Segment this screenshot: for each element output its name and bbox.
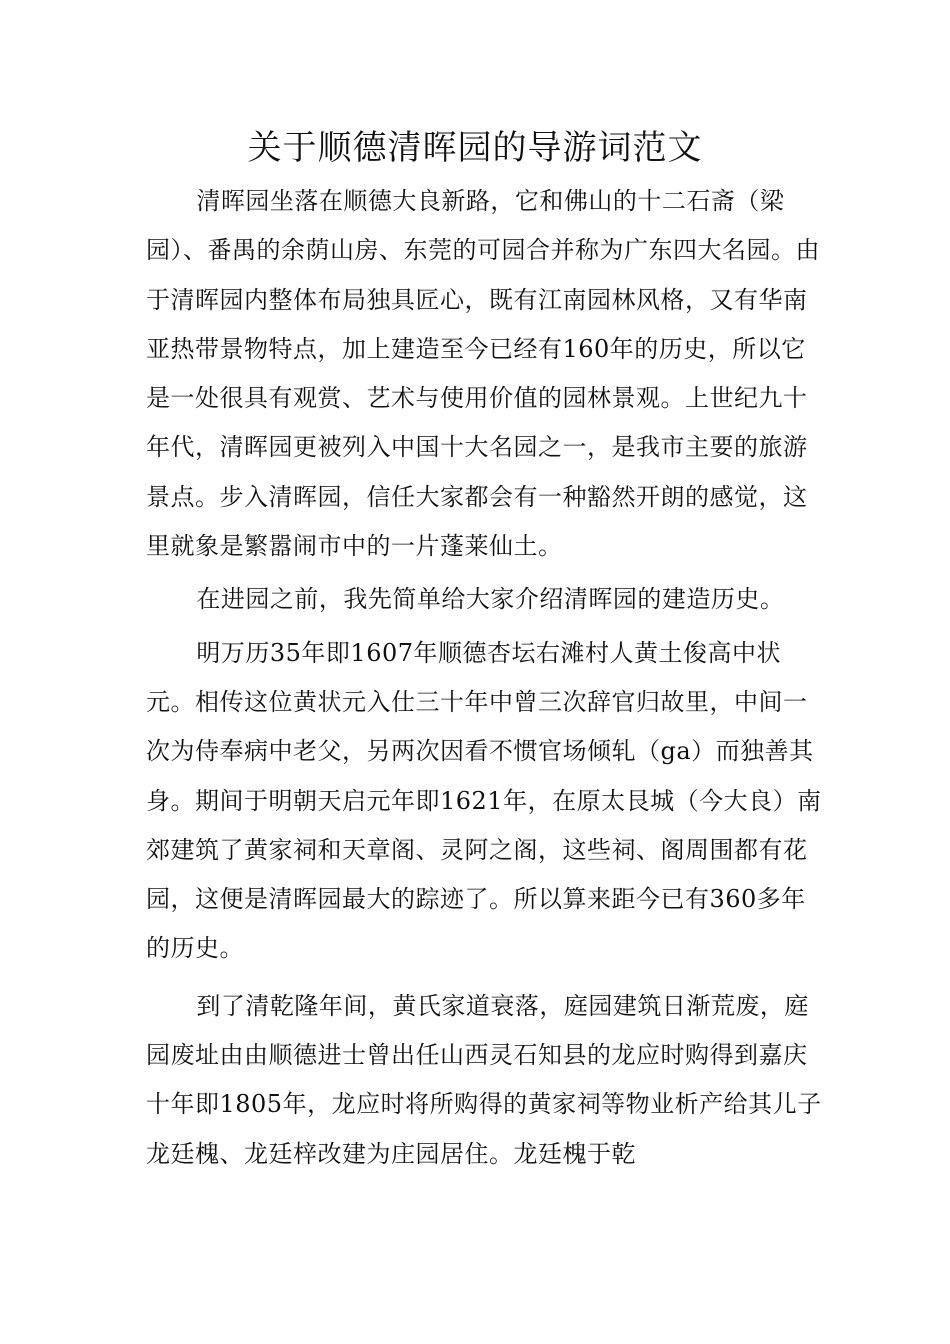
document-title: 关于顺德清晖园的导游词范文 <box>247 128 703 168</box>
paragraph-transition: 在进园之前，我先简单给大家介绍清晖园的建造历史。 <box>196 585 785 614</box>
paragraph-ming-history: 明万历35年即1607年顺德杏坛右滩村人黄土俊高中状元。相传这位黄状元入仕三十年中曾三次辞官归故里，中间一次为侍奉病中老父，另两次因看不惯官场倾轧（ga）而独善其身。期间于明朝天启元年即1621年，在原太艮城（今大良）南郊建筑了黄家祠和天章阁、灵阿之阁，这些祠、阁周围都有花园，这便是清晖园最大的踪迹了。所以算来距今已有360多年的历史。 <box>146 638 822 963</box>
paragraph-qing-history: 到了清乾隆年间，黄氏家道衰落，庭园建筑日渐荒废，庭园废址由由顺德进士曾出任山西灵石知县的龙应时购得到嘉庆十年即1805年，龙应时将所购得的黄家祠等物业析产给其儿子龙廷槐、龙廷梓改建为庄园居住。龙廷槐于乾 <box>146 991 822 1168</box>
document-body <box>146 177 826 1179</box>
paragraph-intro: 清晖园坐落在顺德大良新路，它和佛山的十二石斋（梁园）、番禺的余荫山房、东莞的可园合并称为广东四大名园。由于清晖园内整体布局独具匠心，既有江南园林风格，又有华南亚热带景物特点，加上建造至今已经有160年的历史，所以它是一处很具有观赏、艺术与使用价值的园林景观。上世纪九十年代，清晖园更被列入中国十大名园之一，是我市主要的旅游景点。步入清晖园，信任大家都会有一种豁然开朗的感觉，这里就象是繁嚣闹市中的一片蓬莱仙土。 <box>146 187 820 561</box>
